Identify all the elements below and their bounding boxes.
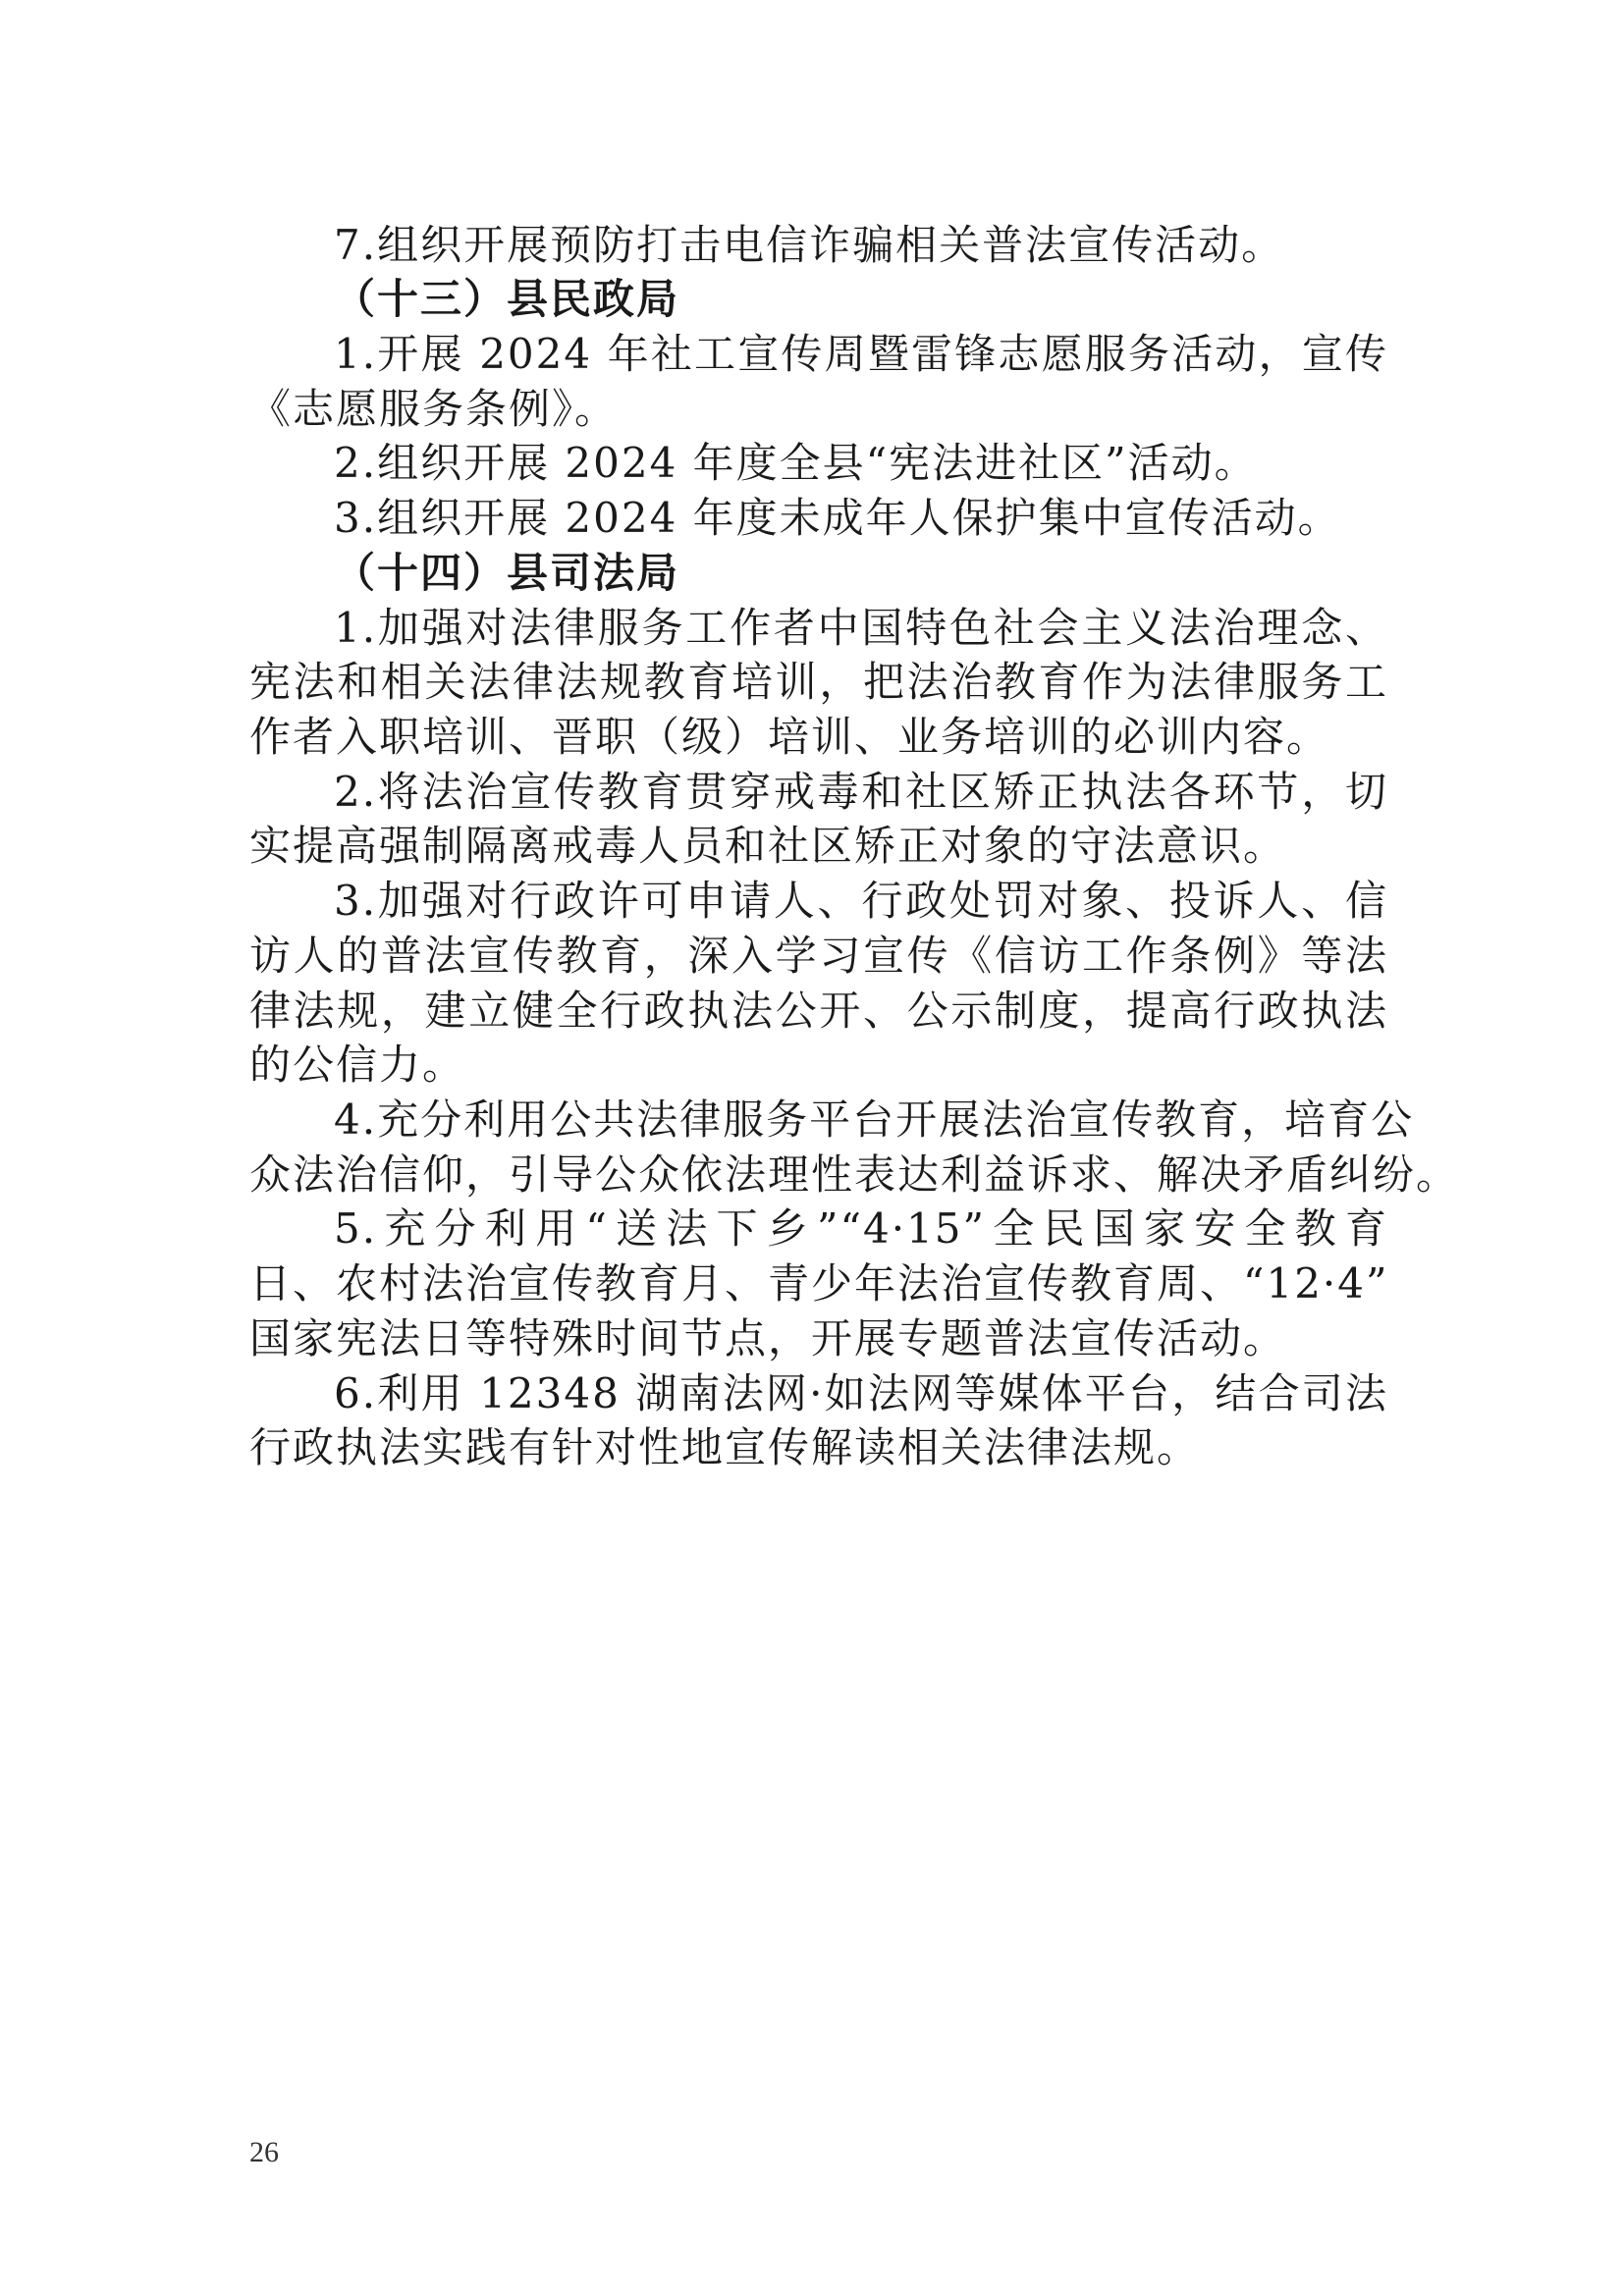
paragraph-line: 宪法和相关法律法规教育培训，把法治教育作为法律服务工 [249, 658, 1388, 706]
section-heading: （十四）县司法局 [334, 549, 680, 597]
paragraph-line: 国家宪法日等特殊时间节点，开展专题普法宣传活动。 [249, 1314, 1287, 1362]
paragraph-line: 《志愿服务条例》。 [249, 385, 619, 433]
paragraph-line: 日、农村法治宣传教育月、青少年法治宣传教育周、“12·4” [249, 1259, 1389, 1308]
paragraph-line: 3.组织开展 2024 年度未成年人保护集中宣传活动。 [334, 494, 1341, 542]
paragraph-line: 5.充分利用“送法下乡”“4·15”全民国家安全教育 [334, 1204, 1388, 1253]
paragraph-line: 4.充分利用公共法律服务平台开展法治宣传教育，培育公 [334, 1095, 1415, 1144]
paragraph-line: 作者入职培训、晋职（级）培训、业务培训的必训内容。 [249, 713, 1330, 761]
paragraph-line: 律法规，建立健全行政执法公开、公示制度，提高行政执法 [249, 987, 1388, 1035]
paragraph-line: 1.加强对法律服务工作者中国特色社会主义法治理念、 [334, 604, 1388, 652]
paragraph-line: 3.加强对行政许可申请人、行政处罚对象、投诉人、信 [334, 877, 1388, 925]
paragraph-line: 访人的普法宣传教育，深入学习宣传《信访工作条例》等法 [249, 932, 1388, 980]
page-number: 26 [249, 2136, 279, 2168]
paragraph-line: 的公信力。 [249, 1041, 466, 1089]
paragraph-line: 1.开展 2024 年社工宣传周暨雷锋志愿服务活动，宣传 [334, 330, 1388, 378]
paragraph-line: 2.将法治宣传教育贯穿戒毒和社区矫正执法各环节，切 [334, 768, 1388, 816]
paragraph-line: 7.组织开展预防打击电信诈骗相关普法宣传活动。 [334, 221, 1285, 269]
paragraph-line: 行政执法实践有针对性地宣传解读相关法律法规。 [249, 1423, 1201, 1471]
paragraph-line: 2.组织开展 2024 年度全县“宪法进社区”活动。 [334, 439, 1258, 487]
paragraph-line: 6.利用 12348 湖南法网·如法网等媒体平台，结合司法 [334, 1369, 1388, 1417]
paragraph-line: 众法治信仰，引导公众依法理性表达利益诉求、解决矛盾纠纷。 [249, 1150, 1460, 1199]
paragraph-line: 实提高强制隔离戒毒人员和社区矫正对象的守法意识。 [249, 822, 1287, 870]
section-heading: （十三）县民政局 [334, 275, 680, 323]
